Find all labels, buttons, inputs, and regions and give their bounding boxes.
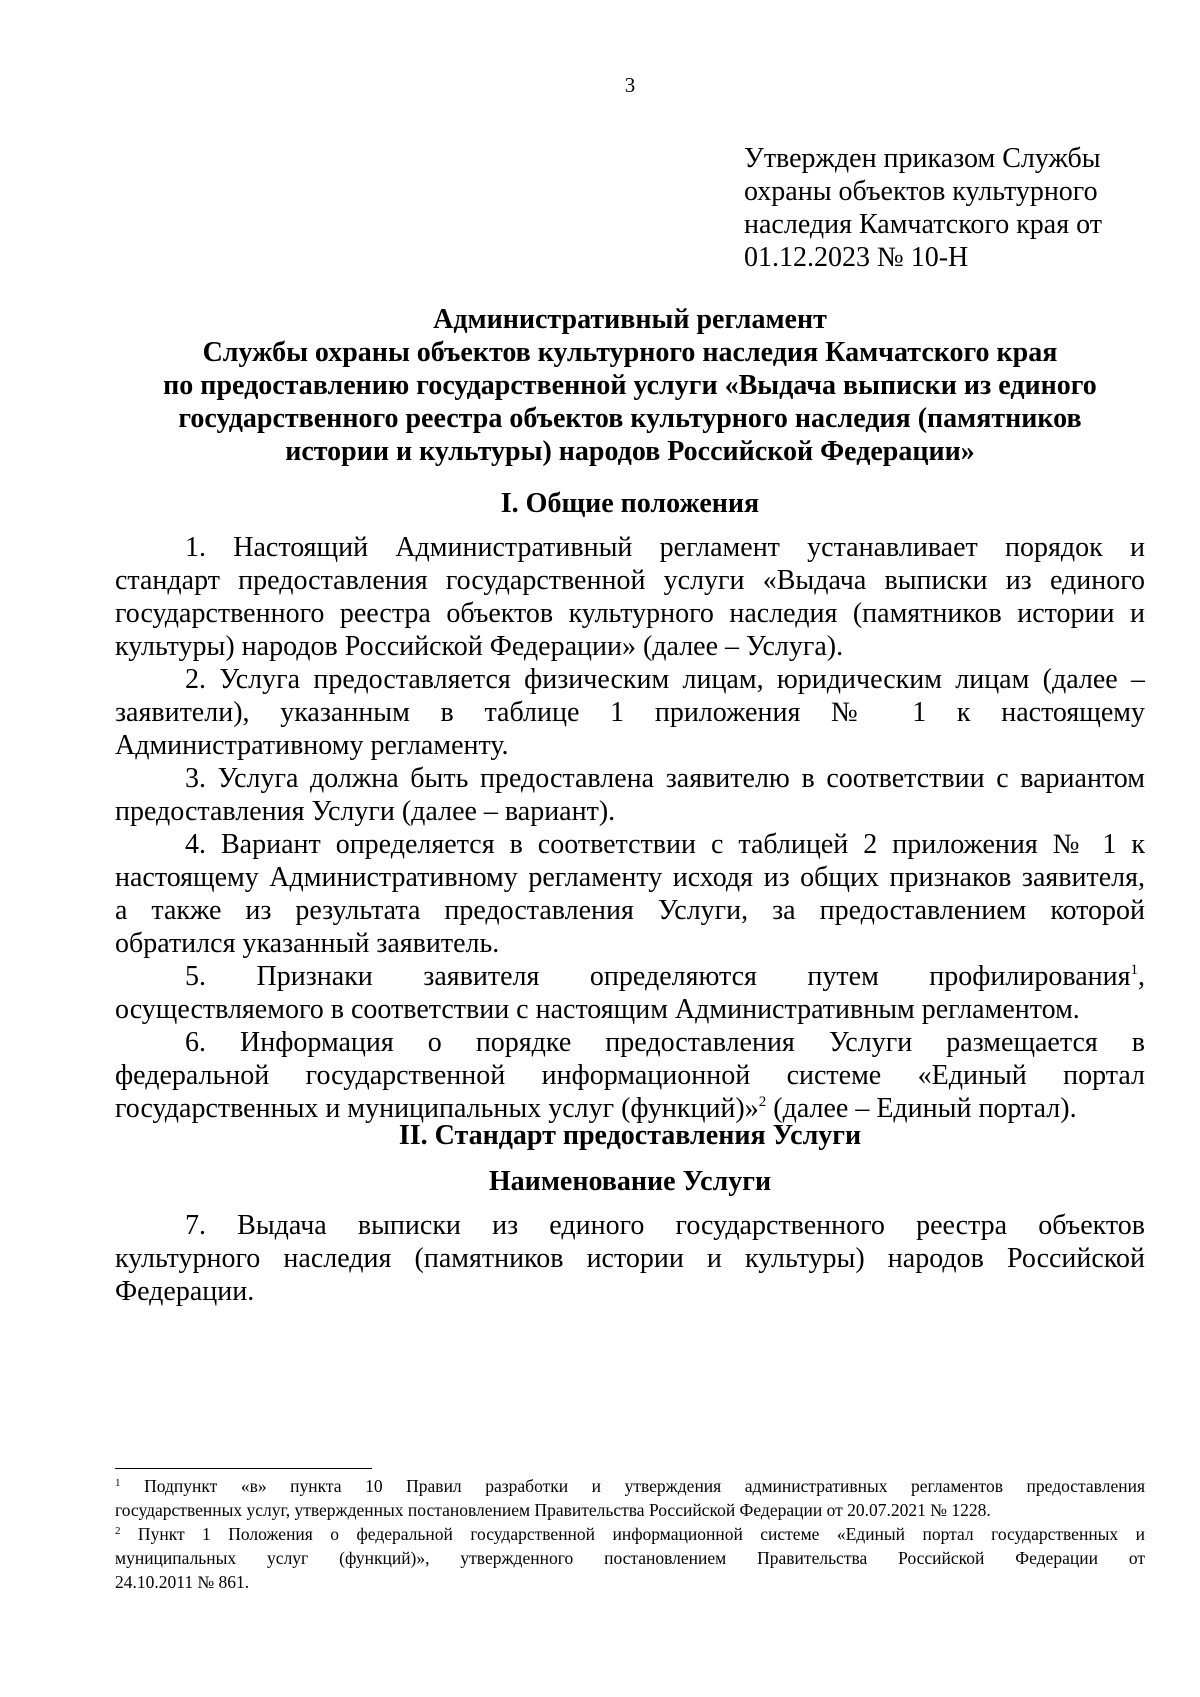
section-2-body bbox=[115, 1209, 1145, 1308]
text-line: обратился указанный заявитель. bbox=[115, 928, 500, 959]
text-line: стандарт предоставления государственной услуги «Выдача выписки из единого bbox=[115, 565, 1145, 596]
text-line: заявители), указанным в таблице 1 приложения № 1 к настоящему bbox=[115, 697, 1145, 728]
paragraph-2 bbox=[115, 663, 1145, 762]
footnote-line bbox=[115, 1474, 1145, 1498]
footnote-2 bbox=[115, 1522, 1145, 1594]
text-line: настоящему Административному регламенту исходя из общих признаков заявителя, bbox=[115, 862, 1145, 893]
footnote-text: Пункт 1 Положения о федеральной государственной информационной системе «Единый портал государственных и bbox=[120, 1524, 1145, 1544]
title-line: истории и культуры) народов Российской Федерации» bbox=[285, 436, 975, 467]
footnote-line: 24.10.2011 № 861. bbox=[115, 1572, 250, 1592]
text-line: Административному регламенту. bbox=[115, 730, 509, 761]
text-line bbox=[115, 960, 1145, 993]
footnote-ref-1[interactable]: 1 bbox=[1130, 962, 1138, 978]
approval-line: наследия Камчатского края от bbox=[744, 209, 1102, 240]
title-line: Службы охраны объектов культурного наследия Камчатского края bbox=[202, 337, 1058, 368]
paragraph-6 bbox=[115, 1026, 1145, 1125]
approval-line: Утвержден приказом Службы bbox=[744, 143, 1101, 174]
text-line: государственного реестра объектов культурного наследия (памятников истории и bbox=[115, 598, 1145, 629]
footnote-marker: 2 bbox=[115, 1525, 121, 1537]
section-1-heading: I. Общие положения bbox=[500, 488, 760, 519]
page-number: 3 bbox=[624, 73, 636, 97]
text-line: 2. Услуга предоставляется физическим лицам, юридическим лицам (далее – bbox=[185, 664, 1145, 695]
text-line: Федерации. bbox=[115, 1276, 255, 1307]
text-line: 4. Вариант определяется в соответствии с таблицей 2 приложения № 1 к bbox=[185, 829, 1145, 860]
title-line: государственного реестра объектов культурного наследия (памятников bbox=[178, 403, 1082, 434]
footnote-line bbox=[115, 1522, 1145, 1546]
line-punct: , bbox=[1138, 961, 1145, 992]
text-line: культурного наследия (памятников истории и культуры) народов Российской bbox=[115, 1243, 1145, 1274]
text-line: 1. Настоящий Административный регламент устанавливает порядок и bbox=[185, 532, 1145, 563]
text-line: 7. Выдача выписки из единого государственного реестра объектов bbox=[185, 1210, 1145, 1241]
text-line: культуры) народов Российской Федерации» (далее – Услуга). bbox=[115, 631, 844, 662]
footnote-text: Подпункт «в» пункта 10 Правил разработки и утверждения административных регламентов предоставления bbox=[120, 1476, 1145, 1496]
footnote-separator bbox=[115, 1468, 372, 1469]
approval-stamp-text bbox=[744, 142, 1144, 274]
text-line: а также из результата предоставления Услуги, за предоставлением которой bbox=[115, 895, 1145, 926]
text-line: осуществляемого в соответствии с настоящим Административным регламентом. bbox=[115, 994, 1080, 1025]
title-line: Административный регламент bbox=[433, 304, 827, 335]
approval-line: 01.12.2023 № 10-Н bbox=[744, 242, 969, 273]
text-line: 6. Информация о порядке предоставления Услуги размещается в bbox=[185, 1027, 1145, 1058]
text-line: федеральной государственной информационной системе «Единый портал bbox=[115, 1060, 1145, 1091]
section-2-heading: II. Стандарт предоставления Услуги bbox=[398, 1120, 862, 1151]
line-text: государственных и муниципальных услуг (функций)» bbox=[115, 1093, 759, 1124]
footnotes bbox=[115, 1474, 1145, 1594]
document-title bbox=[115, 303, 1145, 468]
title-line: по предоставлению государственной услуги «Выдача выписки из единого bbox=[163, 370, 1097, 401]
footnote-ref-2[interactable]: 2 bbox=[758, 1094, 767, 1110]
footnote-1 bbox=[115, 1474, 1145, 1522]
footnote-marker: 1 bbox=[115, 1477, 121, 1489]
approval-line: охраны объектов культурного bbox=[744, 176, 1098, 207]
paragraph-3 bbox=[115, 762, 1145, 828]
paragraph-1 bbox=[115, 531, 1145, 663]
line-text: (далее – Единый портал). bbox=[766, 1093, 1077, 1124]
footnote-line: муниципальных услуг (функций)», утвержденного постановлением Правительства Российской Федерации от bbox=[115, 1548, 1145, 1568]
text-line: предоставления Услуги (далее – вариант). bbox=[115, 796, 616, 827]
line-text: 5. Признаки заявителя определяются путем профилирования bbox=[185, 961, 1131, 992]
section-2-subheading: Наименование Услуги bbox=[488, 1166, 772, 1197]
footnote-line: государственных услуг, утвержденных постановлением Правительства Российской Федерации от 20.07.2021 № 1228. bbox=[115, 1500, 991, 1520]
paragraph-4 bbox=[115, 828, 1145, 960]
paragraph-7 bbox=[115, 1209, 1145, 1308]
paragraph-5 bbox=[115, 960, 1145, 1026]
section-1-body bbox=[115, 531, 1145, 1125]
text-line: 3. Услуга должна быть предоставлена заявителю в соответствии с вариантом bbox=[185, 763, 1145, 794]
